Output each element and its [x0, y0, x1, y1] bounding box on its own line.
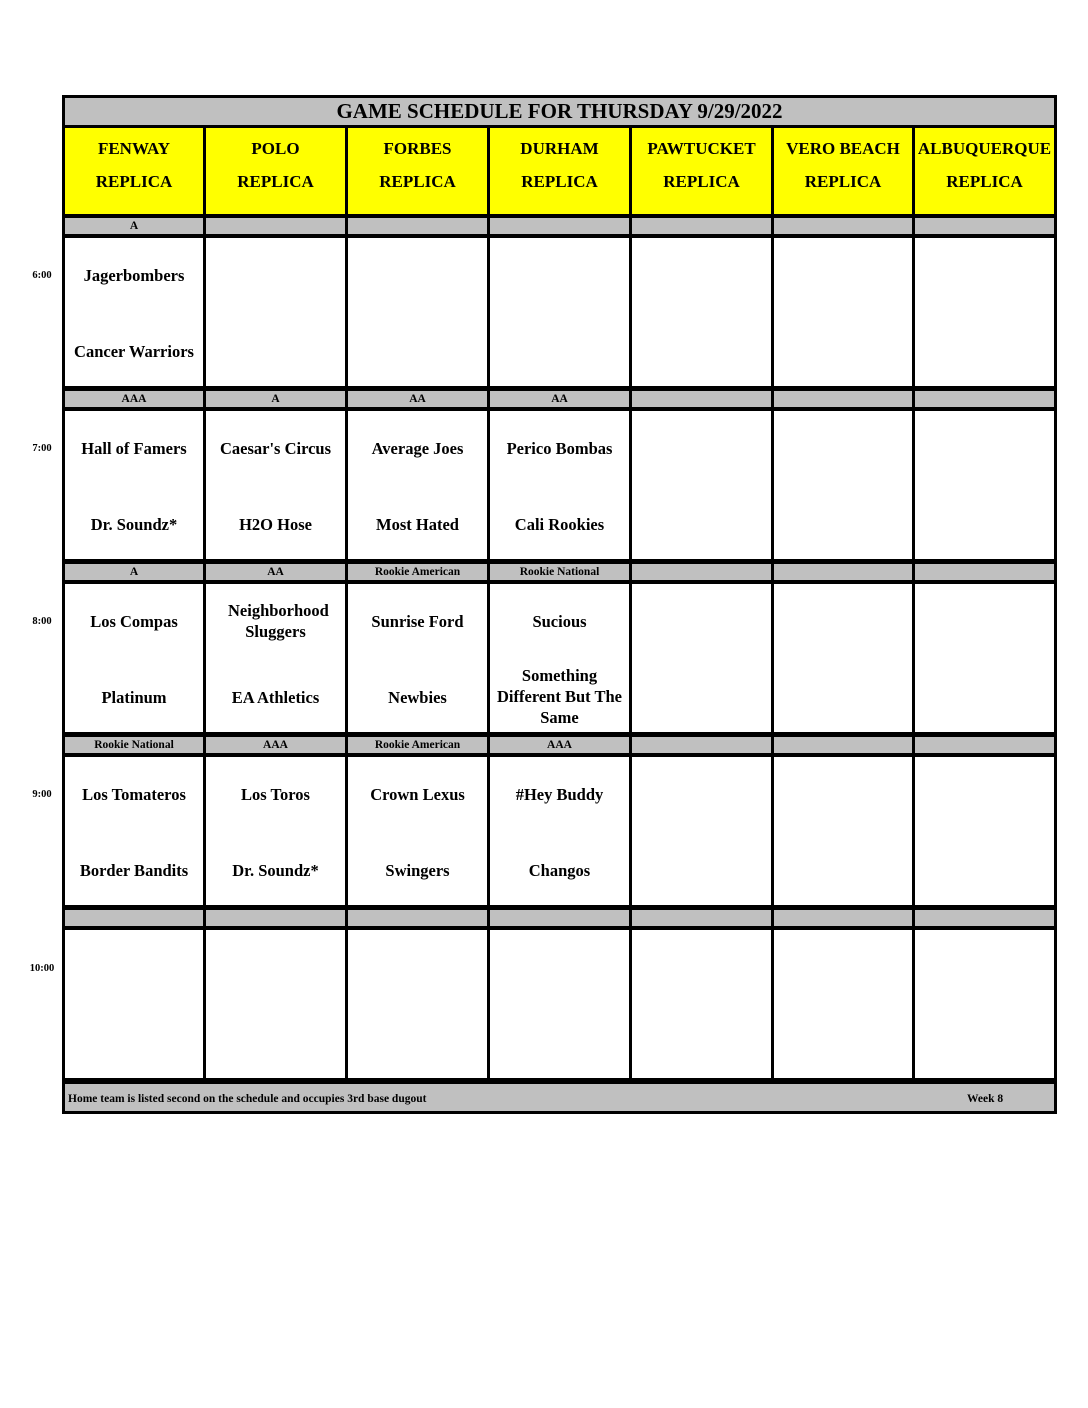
division-label [915, 910, 1054, 926]
field-type: REPLICA [946, 172, 1023, 191]
away-team: Average Joes [371, 439, 464, 458]
division-label: AAA [206, 737, 345, 753]
schedule-grid [62, 95, 1057, 1114]
field-type: REPLICA [95, 172, 173, 191]
division-label [774, 391, 912, 407]
field-name: VERO BEACH [786, 139, 900, 158]
game-cell [774, 930, 912, 1078]
division-label [774, 910, 912, 926]
time-label: 8:00 [32, 616, 52, 627]
schedule-footer [65, 1084, 1054, 1111]
field-header-durham [490, 128, 629, 214]
game-cell [206, 584, 345, 732]
game-cell [348, 757, 487, 905]
field-type: REPLICA [237, 172, 314, 191]
division-label: A [65, 564, 203, 580]
division-label [915, 564, 1054, 580]
field-header-fenway [65, 128, 203, 214]
game-cell [774, 238, 912, 386]
division-label [915, 218, 1054, 234]
division-label [632, 910, 771, 926]
game-cell [348, 584, 487, 732]
game-cell [632, 411, 771, 559]
division-label [915, 737, 1054, 753]
division-label: Rookie National [490, 564, 629, 580]
division-label [632, 737, 771, 753]
home-team: Most Hated [376, 515, 459, 534]
field-name: FORBES [383, 139, 452, 158]
division-label [206, 218, 345, 234]
away-team: Los Compas [90, 612, 178, 631]
division-label: AA [490, 391, 629, 407]
field-header-pawtucket [632, 128, 771, 214]
division-label [65, 910, 203, 926]
home-team: Newbies [388, 688, 447, 707]
home-team: Swingers [385, 861, 450, 880]
game-cell [774, 757, 912, 905]
game-cell [490, 411, 629, 559]
away-team: Neighborhood Sluggers [228, 601, 329, 641]
game-cell [632, 238, 771, 386]
game-cell [65, 584, 203, 732]
home-team-note: Home team is listed second on the schedule and occupies 3rd base dugout [68, 1093, 427, 1105]
schedule-title: GAME SCHEDULE FOR THURSDAY 9/29/2022 [65, 98, 1054, 125]
division-label [490, 910, 629, 926]
game-cell [774, 584, 912, 732]
field-header-polo [206, 128, 345, 214]
home-team: Dr. Soundz* [90, 515, 178, 534]
game-cell [206, 757, 345, 905]
home-team: Something Different But The Same [497, 666, 622, 727]
division-label [348, 218, 487, 234]
home-team: Platinum [101, 688, 167, 707]
division-label: AA [206, 564, 345, 580]
game-cell [915, 238, 1054, 386]
field-header-albuquerque [915, 128, 1054, 214]
home-team: Border Bandits [79, 861, 189, 880]
field-header-forbes [348, 128, 487, 214]
game-cell [65, 930, 203, 1078]
away-team: Los Toros [241, 785, 310, 804]
game-cell [490, 930, 629, 1078]
away-team: Jagerbombers [83, 266, 185, 285]
home-team: Dr. Soundz* [232, 861, 319, 880]
game-cell [915, 757, 1054, 905]
division-label [774, 564, 912, 580]
division-label [774, 218, 912, 234]
field-name: DURHAM [520, 139, 599, 158]
game-cell [915, 584, 1054, 732]
game-cell [65, 757, 203, 905]
game-cell [206, 930, 345, 1078]
division-label: A [206, 391, 345, 407]
game-cell [915, 930, 1054, 1078]
away-team: Perico Bombas [506, 439, 613, 458]
home-team: H2O Hose [239, 515, 312, 534]
time-label: 10:00 [29, 963, 55, 974]
away-team: Los Tomateros [82, 785, 186, 804]
division-label [632, 391, 771, 407]
away-team: #Hey Buddy [515, 785, 604, 804]
field-type: REPLICA [379, 172, 456, 191]
field-header-vero-beach [774, 128, 912, 214]
game-cell [632, 757, 771, 905]
field-name: POLO [251, 139, 300, 158]
game-cell [65, 411, 203, 559]
field-type: REPLICA [663, 172, 740, 191]
field-name: ALBUQUERQUE [917, 139, 1052, 158]
game-cell [206, 411, 345, 559]
game-cell [915, 411, 1054, 559]
field-type: REPLICA [804, 172, 882, 191]
away-team: Hall of Famers [81, 439, 187, 458]
division-label: A [65, 218, 203, 234]
away-team: Caesar's Circus [219, 439, 332, 458]
division-label: AAA [65, 391, 203, 407]
division-label [632, 218, 771, 234]
division-label [774, 737, 912, 753]
game-cell [490, 238, 629, 386]
game-cell [632, 930, 771, 1078]
away-team: Sunrise Ford [371, 612, 464, 631]
division-label [206, 910, 345, 926]
game-cell [632, 584, 771, 732]
division-label: AAA [490, 737, 629, 753]
field-name: PAWTUCKET [647, 139, 756, 158]
game-cell [348, 930, 487, 1078]
game-cell [490, 584, 629, 732]
division-label [490, 218, 629, 234]
division-label: Rookie American [348, 564, 487, 580]
time-label: 7:00 [32, 443, 52, 454]
division-label [915, 391, 1054, 407]
field-type: REPLICA [521, 172, 598, 191]
game-cell [348, 411, 487, 559]
division-label [632, 564, 771, 580]
home-team: Changos [528, 861, 591, 880]
division-label: AA [348, 391, 487, 407]
time-label: 6:00 [32, 270, 52, 281]
game-cell [774, 411, 912, 559]
game-cell [490, 757, 629, 905]
away-team: Crown Lexus [370, 785, 465, 804]
home-team: Cancer Warriors [74, 342, 194, 361]
home-team: Cali Rookies [514, 515, 605, 534]
week-label: Week 8 [967, 1093, 1004, 1105]
game-cell [348, 238, 487, 386]
game-cell [65, 238, 203, 386]
division-label: Rookie American [348, 737, 487, 753]
field-name: FENWAY [97, 139, 171, 158]
game-cell [206, 238, 345, 386]
time-label: 9:00 [32, 789, 52, 800]
division-label: Rookie National [65, 737, 203, 753]
home-team: EA Athletics [231, 688, 320, 707]
division-label [348, 910, 487, 926]
away-team: Sucious [532, 612, 587, 631]
